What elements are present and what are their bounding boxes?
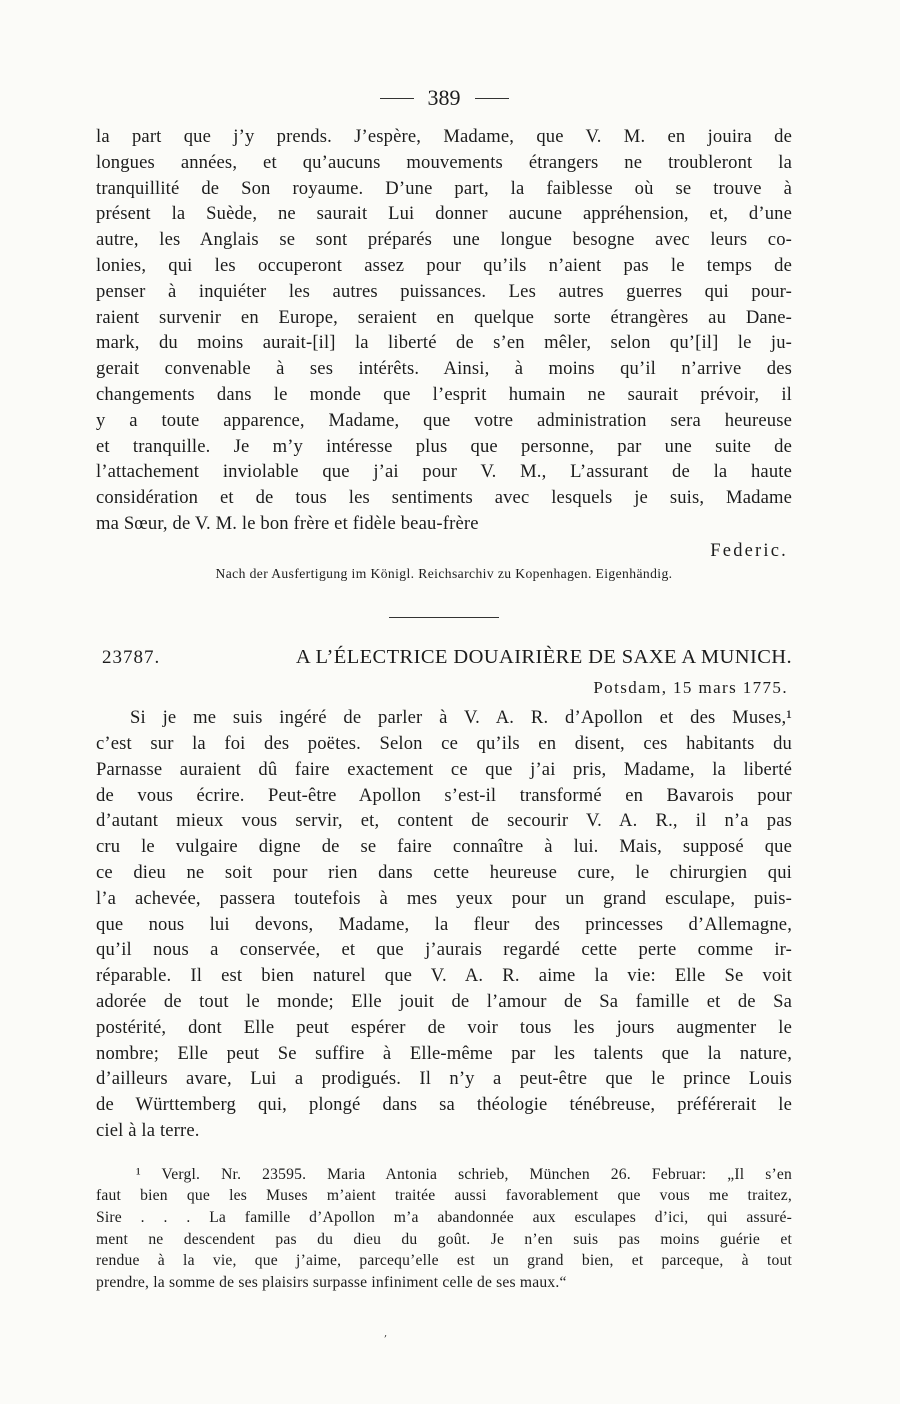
text-line: l’a achevée, passera toutefois à mes yeux pour un grand esculape, puis- <box>96 887 792 909</box>
first-letter-body <box>96 124 792 537</box>
footnote-line: faut bien que les Muses m’aient traitée aussi favorablement que vous me traitez, <box>96 1187 792 1205</box>
text-line: et tranquille. Je m’y intéresse plus que personne, par une suite de <box>96 435 792 457</box>
footnote-line: Sire . . . La famille d’Apollon m’a abandonnée aux esculapes d’ici, qui assuré- <box>96 1208 792 1226</box>
text-line: ciel à la terre. <box>96 1120 200 1141</box>
text-line: postérité, dont Elle peut espérer de voir tous les jours augmenter le <box>96 1016 792 1038</box>
text-line: lonies, qui les occuperont assez pour qu’ils n’aient pas le temps de <box>96 254 792 276</box>
print-speck: , <box>384 1328 388 1339</box>
archive-note: Nach der Ausfertigung im Königl. Reichsarchiv zu Kopenhagen. Eigenhändig. <box>215 565 673 581</box>
footnote-line: ment ne descendent pas du dieu du goût. Je n’en suis pas moins guérie et <box>96 1230 792 1248</box>
second-letter-body <box>96 705 792 1144</box>
text-line: adorée de tout le monde; Elle jouit de l’amour de Sa famille et de Sa <box>96 991 792 1013</box>
footnote-line: prendre, la somme de ses plaisirs surpasse infiniment celle de ses maux.“ <box>96 1273 567 1291</box>
footnote-line: rendue à la vie, que j’aime, parcequ’elle est un grand bien, et parceque, à tout <box>96 1252 792 1270</box>
letter-heading <box>102 644 792 671</box>
text-line: ma Sœur, de V. M. le bon frère et fidèle beau-frère <box>96 512 479 534</box>
header-dash-left <box>380 98 414 99</box>
text-line: de Württemberg qui, plongé dans sa théologie ténébreuse, préférerait le <box>96 1094 792 1116</box>
text-line: d’ailleurs avare, Lui a prodigués. Il n’y a peut-être que le prince Louis <box>96 1068 792 1090</box>
text-line: tranquillité de Son royaume. D’une part, la faiblesse où se trouve à <box>96 177 792 199</box>
text-line: ce dieu ne soit pour rien dans cette heureuse cure, le chirurgien qui <box>96 862 792 884</box>
text-line: considération et de tous les sentiments avec lesquels je suis, Madame <box>96 487 792 509</box>
footnote <box>96 1164 792 1294</box>
text-line: Si je me suis ingéré de parler à V. A. R. d’Apollon et des Muses,¹ <box>130 707 792 729</box>
text-line: la part que j’y prends. J’espère, Madame, que V. M. en jouira de <box>96 126 792 147</box>
text-line: raient survenir en Europe, seraient en quelque sorte étrangères au Dane- <box>96 306 792 328</box>
text-line: l’attachement inviolable que j’ai pour V. M., L’assurant de la haute <box>96 461 792 483</box>
text-line: changements dans le monde que l’esprit humain ne saurait prévoir, il <box>96 383 792 405</box>
text-line: longues années, et qu’aucuns mouvements étrangers ne troubleront la <box>96 151 792 173</box>
text-line: mark, du moins aurait-[il] la liberté de s’en mêler, selon qu’[il] le ju- <box>96 332 792 354</box>
text-line: d’autant mieux vous servir, et, content de secourir V. A. R., il n’a pas <box>96 810 792 832</box>
header-dash-right <box>475 98 509 99</box>
text-line: gerait convenable à ses intérêts. Ainsi, à moins qu’il n’arrive des <box>96 358 792 380</box>
page-header <box>96 80 792 116</box>
text-line: réparable. Il est bien naturel que V. A. R. aime la vie: Elle Se voit <box>96 965 792 987</box>
letter-number: 23787. <box>102 647 161 669</box>
text-line: nombre; Elle peut Se suffire à Elle-même par les talents que la nature, <box>96 1042 792 1064</box>
text-line: qu’il nous a conservée, et que j’aurais regardé cette perte comme ir- <box>96 939 792 961</box>
text-line: de vous écrire. Peut-être Apollon s’est-il transformé en Bavarois pour <box>96 784 792 806</box>
text-line: c’est sur la foi des poëtes. Selon ce qu’ils en disent, ces habitants du <box>96 733 792 755</box>
text-line: autre, les Anglais se sont préparés une longue besogne avec leurs co- <box>96 229 792 251</box>
footnote-line: ¹ Vergl. Nr. 23595. Maria Antonia schrieb, München 26. Februar: „Il s’en <box>136 1165 792 1183</box>
letter-title: A L’ÉLECTRICE DOUAIRIÈRE DE SAXE A MUNICH. <box>295 646 792 669</box>
book-page <box>96 80 792 1293</box>
page-number: 389 <box>427 85 461 110</box>
text-line: penser à inquiéter les autres puissances. Les autres guerres qui pour- <box>96 280 792 302</box>
text-line: cru le vulgaire digne de se faire connaître à lui. Mais, supposé que <box>96 836 792 858</box>
place-date: Potsdam, 15 mars 1775. <box>593 678 788 698</box>
text-line: Parnasse auraient dû faire exactement ce que j’ai pris, Madame, la liberté <box>96 758 792 780</box>
text-line: que nous lui devons, Madame, la fleur des princesses d’Allemagne, <box>96 913 792 935</box>
letter-separator <box>389 617 499 619</box>
signature: Federic. <box>710 540 788 561</box>
text-line: y a toute apparence, Madame, que votre administration sera heureuse <box>96 409 792 431</box>
text-line: présent la Suède, ne saurait Lui donner aucune appréhension, et, d’une <box>96 203 792 225</box>
